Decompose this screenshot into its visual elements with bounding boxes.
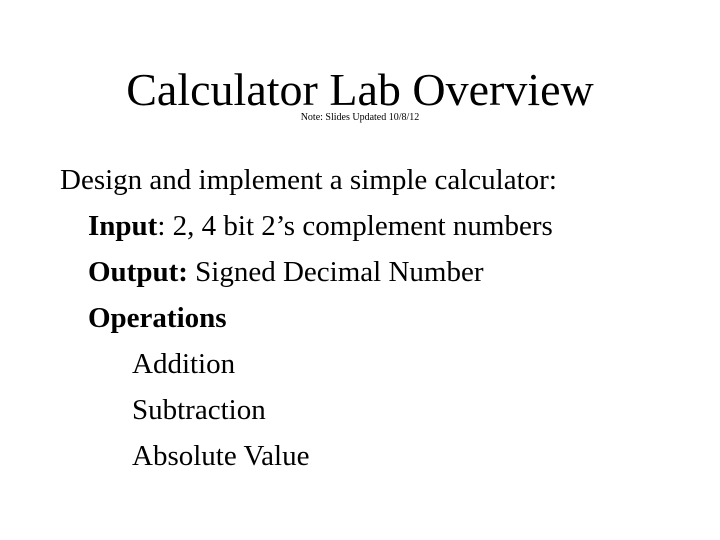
- input-label: Input: [88, 210, 158, 242]
- operation-item: Addition: [132, 348, 236, 380]
- output-text: Signed Decimal Number: [187, 256, 484, 288]
- operation-item: Absolute Value: [132, 440, 310, 472]
- intro-text: Design and implement a simple calculator:: [60, 164, 557, 196]
- input-line: [88, 206, 553, 246]
- update-note: Note: Slides Updated 10/8/12: [300, 112, 420, 123]
- input-text: : 2, 4 bit 2’s complement numbers: [157, 210, 553, 242]
- operation-item: Subtraction: [132, 394, 266, 426]
- output-line: [88, 252, 484, 292]
- operations-heading: [88, 298, 227, 338]
- output-label: Output:: [88, 256, 188, 288]
- operations-label: Operations: [88, 302, 227, 334]
- slide-title: Calculator Lab Overview: [126, 64, 594, 115]
